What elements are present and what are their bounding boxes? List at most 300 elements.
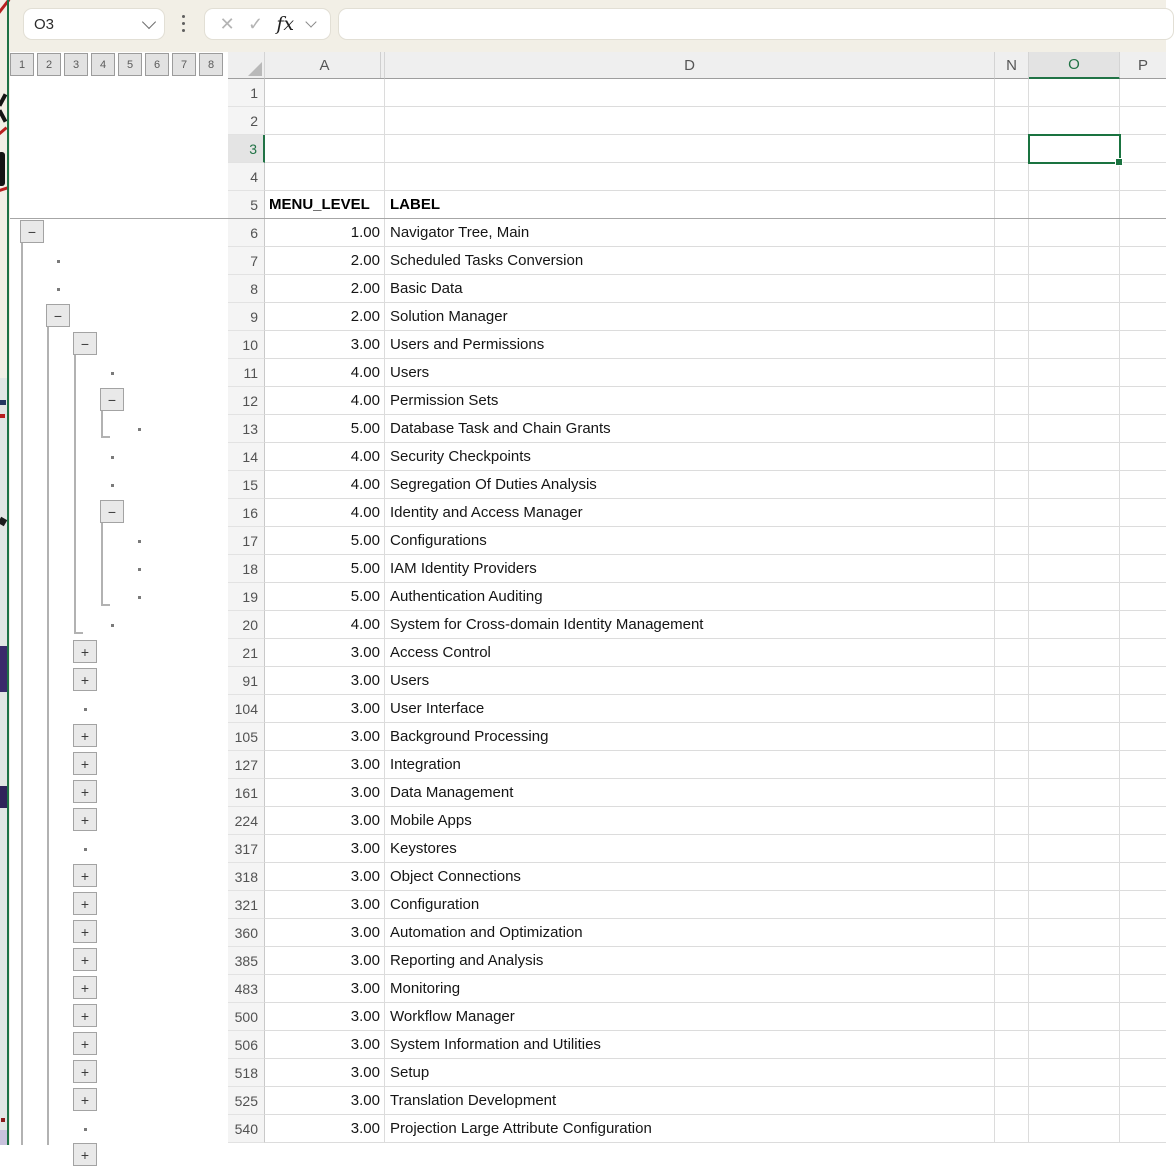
cell[interactable] — [1029, 639, 1120, 667]
table-row — [228, 79, 1166, 107]
cell[interactable] — [1029, 751, 1120, 779]
cell[interactable]: Configuration — [385, 891, 995, 919]
cell[interactable] — [1029, 107, 1120, 135]
cell[interactable] — [1029, 975, 1120, 1003]
cell[interactable] — [1120, 527, 1166, 555]
outline-collapse-button[interactable]: − — [46, 304, 70, 327]
cell[interactable]: 4.00 — [265, 499, 385, 527]
cell[interactable]: 3.00 — [265, 779, 385, 807]
row-header[interactable]: 4 — [228, 163, 265, 191]
table-row — [228, 275, 1166, 303]
outline-level-button-3[interactable]: 3 — [64, 53, 88, 76]
cell[interactable] — [995, 891, 1029, 919]
row-header[interactable]: 13 — [228, 415, 265, 443]
table-row — [228, 555, 1166, 583]
cell[interactable] — [1029, 555, 1120, 583]
cell[interactable]: 3.00 — [265, 863, 385, 891]
outline-expand-button[interactable]: + — [73, 668, 97, 691]
cell[interactable] — [995, 1059, 1029, 1087]
cell[interactable] — [1120, 275, 1166, 303]
cell[interactable]: Authentication Auditing — [385, 583, 995, 611]
cell[interactable] — [1120, 219, 1166, 247]
row-header[interactable]: 19 — [228, 583, 265, 611]
cell[interactable] — [1120, 1003, 1166, 1031]
cell[interactable] — [1120, 611, 1166, 639]
row-header[interactable]: 91 — [228, 667, 265, 695]
cell[interactable] — [1120, 695, 1166, 723]
cell[interactable]: System Information and Utilities — [385, 1031, 995, 1059]
formula-input[interactable] — [338, 8, 1174, 40]
row-header[interactable]: 9 — [228, 303, 265, 331]
cell[interactable]: Projection Large Attribute Configuration — [385, 1115, 995, 1143]
row-header[interactable]: 15 — [228, 471, 265, 499]
table-row — [228, 527, 1166, 555]
cell[interactable]: Solution Manager — [385, 303, 995, 331]
cell[interactable]: User Interface — [385, 695, 995, 723]
enter-icon[interactable]: ✓ — [247, 14, 264, 34]
cell[interactable] — [995, 359, 1029, 387]
outline-expand-button[interactable]: + — [73, 1143, 97, 1166]
cell[interactable] — [995, 751, 1029, 779]
cell[interactable] — [1120, 639, 1166, 667]
cell[interactable] — [995, 555, 1029, 583]
row-header[interactable]: 18 — [228, 555, 265, 583]
cell[interactable] — [1120, 443, 1166, 471]
cell[interactable] — [1029, 219, 1120, 247]
row-header[interactable]: 360 — [228, 919, 265, 947]
cell[interactable] — [1029, 163, 1120, 191]
outline-row-dot — [138, 568, 141, 571]
cell[interactable]: 3.00 — [265, 695, 385, 723]
insert-function-icon[interactable]: fx — [276, 12, 295, 35]
outline-expand-button[interactable]: + — [73, 920, 97, 943]
table-row — [228, 639, 1166, 667]
cell[interactable]: 3.00 — [265, 1087, 385, 1115]
cell[interactable] — [995, 471, 1029, 499]
outline-collapse-button[interactable]: − — [73, 332, 97, 355]
outline-expand-button[interactable]: + — [73, 808, 97, 831]
cell[interactable] — [995, 723, 1029, 751]
cell[interactable] — [1029, 1003, 1120, 1031]
cell[interactable] — [1029, 331, 1120, 359]
table-row — [228, 163, 1166, 191]
cell[interactable]: Configurations — [385, 527, 995, 555]
table-row — [228, 387, 1166, 415]
cell[interactable] — [1120, 583, 1166, 611]
fill-handle[interactable] — [1115, 158, 1123, 166]
outline-level-button-2[interactable]: 2 — [37, 53, 61, 76]
cell[interactable]: 3.00 — [265, 723, 385, 751]
outline-collapse-button[interactable]: − — [100, 388, 124, 411]
cell[interactable] — [995, 415, 1029, 443]
cell[interactable] — [1029, 583, 1120, 611]
table-row — [228, 947, 1166, 975]
cell[interactable] — [995, 163, 1029, 191]
name-box[interactable] — [23, 8, 165, 40]
cell[interactable]: 5.00 — [265, 555, 385, 583]
cell[interactable]: Keystores — [385, 835, 995, 863]
cell[interactable]: Reporting and Analysis — [385, 947, 995, 975]
chevron-down-icon[interactable] — [306, 16, 317, 27]
row-header[interactable]: 317 — [228, 835, 265, 863]
cell[interactable] — [1029, 359, 1120, 387]
outline-gutter — [10, 52, 228, 1163]
cell[interactable] — [385, 79, 995, 107]
table-row — [228, 863, 1166, 891]
column-header-d[interactable]: D — [385, 52, 995, 79]
cell[interactable] — [1120, 779, 1166, 807]
outline-collapse-button[interactable]: − — [20, 220, 44, 243]
cell[interactable] — [1120, 107, 1166, 135]
cell[interactable] — [1029, 275, 1120, 303]
cell[interactable]: Segregation Of Duties Analysis — [385, 471, 995, 499]
cell[interactable] — [1029, 779, 1120, 807]
cell[interactable] — [1029, 499, 1120, 527]
cell[interactable] — [995, 1115, 1029, 1143]
row-header[interactable]: 525 — [228, 1087, 265, 1115]
cell[interactable] — [995, 667, 1029, 695]
cell[interactable] — [1120, 303, 1166, 331]
cell[interactable] — [1120, 723, 1166, 751]
cell[interactable] — [265, 107, 385, 135]
cell[interactable]: 3.00 — [265, 331, 385, 359]
column-headers — [228, 52, 1166, 79]
cell[interactable] — [995, 443, 1029, 471]
cancel-icon[interactable]: ✕ — [219, 14, 235, 34]
column-header-n[interactable]: N — [995, 52, 1029, 79]
cell[interactable]: Data Management — [385, 779, 995, 807]
table-row — [228, 1059, 1166, 1087]
row-header[interactable]: 105 — [228, 723, 265, 751]
cell[interactable]: 3.00 — [265, 1115, 385, 1143]
cell[interactable] — [995, 79, 1029, 107]
cell[interactable]: Users and Permissions — [385, 331, 995, 359]
cell[interactable] — [995, 499, 1029, 527]
cell[interactable] — [995, 247, 1029, 275]
cell[interactable] — [995, 135, 1029, 163]
cell[interactable]: 3.00 — [265, 835, 385, 863]
outline-expand-button[interactable]: + — [73, 864, 97, 887]
cell[interactable] — [995, 303, 1029, 331]
cell[interactable] — [1120, 1031, 1166, 1059]
outline-expand-button[interactable]: + — [73, 640, 97, 663]
cell[interactable]: 2.00 — [265, 247, 385, 275]
row-header[interactable]: 17 — [228, 527, 265, 555]
table-row — [228, 751, 1166, 779]
row-header[interactable]: 385 — [228, 947, 265, 975]
cell[interactable] — [995, 779, 1029, 807]
cell[interactable]: Setup — [385, 1059, 995, 1087]
cell[interactable] — [1120, 331, 1166, 359]
row-header[interactable]: 7 — [228, 247, 265, 275]
cell[interactable] — [1029, 1031, 1120, 1059]
cell[interactable]: 3.00 — [265, 1003, 385, 1031]
cell[interactable]: 4.00 — [265, 359, 385, 387]
cell[interactable]: 5.00 — [265, 415, 385, 443]
cell[interactable]: Security Checkpoints — [385, 443, 995, 471]
cell[interactable]: Automation and Optimization — [385, 919, 995, 947]
row-header[interactable]: 6 — [228, 219, 265, 247]
cell[interactable] — [995, 1031, 1029, 1059]
cell[interactable]: Integration — [385, 751, 995, 779]
cell[interactable]: LABEL — [385, 191, 995, 219]
row-header[interactable]: 127 — [228, 751, 265, 779]
cell[interactable] — [1120, 835, 1166, 863]
outline-level-button-5[interactable]: 5 — [118, 53, 142, 76]
row-header[interactable]: 21 — [228, 639, 265, 667]
row-header[interactable]: 16 — [228, 499, 265, 527]
cell[interactable]: Workflow Manager — [385, 1003, 995, 1031]
row-header[interactable]: 161 — [228, 779, 265, 807]
chevron-down-icon[interactable] — [142, 15, 156, 29]
column-header-o-selected[interactable]: O — [1029, 52, 1120, 79]
cell[interactable] — [995, 275, 1029, 303]
cell[interactable] — [1120, 947, 1166, 975]
cell[interactable] — [995, 695, 1029, 723]
outline-row-dot — [138, 596, 141, 599]
table-row — [228, 191, 1166, 219]
cell[interactable] — [995, 107, 1029, 135]
cell[interactable] — [995, 219, 1029, 247]
outline-expand-button[interactable]: + — [73, 1060, 97, 1083]
outline-level-button-8[interactable]: 8 — [199, 53, 223, 76]
cell[interactable] — [995, 387, 1029, 415]
hidden-columns-mark — [380, 52, 381, 78]
row-header[interactable]: 3 — [228, 135, 265, 163]
cell[interactable] — [1120, 1115, 1166, 1143]
row-header[interactable]: 1 — [228, 79, 265, 107]
window-edge-artifact — [0, 0, 10, 1145]
cell[interactable] — [265, 163, 385, 191]
cell[interactable] — [995, 975, 1029, 1003]
cell[interactable] — [1120, 135, 1166, 163]
cell[interactable] — [1120, 359, 1166, 387]
cell[interactable] — [1120, 751, 1166, 779]
cell[interactable] — [995, 919, 1029, 947]
cell[interactable] — [1120, 975, 1166, 1003]
outline-level-button-6[interactable]: 6 — [145, 53, 169, 76]
table-row — [228, 471, 1166, 499]
cell[interactable]: Database Task and Chain Grants — [385, 415, 995, 443]
outline-row-dot — [138, 540, 141, 543]
cell[interactable] — [1029, 79, 1120, 107]
cell[interactable]: Access Control — [385, 639, 995, 667]
cell[interactable]: 3.00 — [265, 1031, 385, 1059]
cell[interactable] — [995, 611, 1029, 639]
cell[interactable] — [995, 583, 1029, 611]
cell[interactable]: 5.00 — [265, 527, 385, 555]
cell[interactable]: Background Processing — [385, 723, 995, 751]
cell[interactable] — [1029, 415, 1120, 443]
cell[interactable] — [1029, 1059, 1120, 1087]
cell[interactable]: 3.00 — [265, 919, 385, 947]
outline-group-bracket — [21, 243, 23, 1145]
cell[interactable]: Basic Data — [385, 275, 995, 303]
cell[interactable] — [995, 331, 1029, 359]
cell[interactable] — [1029, 387, 1120, 415]
cell[interactable]: 2.00 — [265, 303, 385, 331]
outline-expand-button[interactable]: + — [73, 948, 97, 971]
cell[interactable] — [1120, 247, 1166, 275]
cell[interactable] — [1120, 471, 1166, 499]
cell[interactable] — [1029, 863, 1120, 891]
cell[interactable]: 3.00 — [265, 891, 385, 919]
cell[interactable]: Navigator Tree, Main — [385, 219, 995, 247]
row-header[interactable]: 518 — [228, 1059, 265, 1087]
cell[interactable] — [1120, 919, 1166, 947]
cell[interactable] — [1029, 891, 1120, 919]
cell[interactable] — [265, 79, 385, 107]
cell[interactable] — [1120, 667, 1166, 695]
row-header[interactable]: 321 — [228, 891, 265, 919]
row-header[interactable]: 20 — [228, 611, 265, 639]
row-header[interactable]: 500 — [228, 1003, 265, 1031]
cell[interactable] — [995, 947, 1029, 975]
cell[interactable]: Monitoring — [385, 975, 995, 1003]
cell[interactable] — [1029, 1087, 1120, 1115]
cell[interactable]: IAM Identity Providers — [385, 555, 995, 583]
cell[interactable]: 3.00 — [265, 751, 385, 779]
outline-expand-button[interactable]: + — [73, 976, 97, 999]
cell[interactable] — [1120, 1059, 1166, 1087]
row-header[interactable]: 483 — [228, 975, 265, 1003]
cell[interactable]: Identity and Access Manager — [385, 499, 995, 527]
cell[interactable] — [1120, 79, 1166, 107]
outline-collapse-button[interactable]: − — [100, 500, 124, 523]
cell[interactable]: Mobile Apps — [385, 807, 995, 835]
row-header[interactable]: 506 — [228, 1031, 265, 1059]
cell[interactable]: 3.00 — [265, 667, 385, 695]
cell[interactable]: 2.00 — [265, 275, 385, 303]
cell[interactable]: 4.00 — [265, 387, 385, 415]
cell[interactable] — [1029, 723, 1120, 751]
cell[interactable]: Object Connections — [385, 863, 995, 891]
cell[interactable] — [1029, 611, 1120, 639]
cell[interactable]: 3.00 — [265, 1059, 385, 1087]
cell[interactable] — [995, 863, 1029, 891]
cell[interactable] — [1029, 443, 1120, 471]
cell[interactable] — [385, 107, 995, 135]
row-header[interactable]: 8 — [228, 275, 265, 303]
cell[interactable] — [995, 191, 1029, 219]
row-header[interactable]: 10 — [228, 331, 265, 359]
cell[interactable]: 4.00 — [265, 443, 385, 471]
cell[interactable] — [1120, 807, 1166, 835]
cell[interactable] — [995, 835, 1029, 863]
outline-expand-button[interactable]: + — [73, 752, 97, 775]
select-all-button[interactable] — [228, 52, 265, 79]
cell[interactable] — [1120, 387, 1166, 415]
column-header-a[interactable]: A — [265, 52, 385, 79]
row-header[interactable]: 104 — [228, 695, 265, 723]
cell[interactable] — [1120, 863, 1166, 891]
row-header[interactable]: 540 — [228, 1115, 265, 1143]
row-header[interactable]: 11 — [228, 359, 265, 387]
cell[interactable] — [1120, 163, 1166, 191]
row-header[interactable]: 5 — [228, 191, 265, 219]
cell[interactable] — [1120, 891, 1166, 919]
cell[interactable]: Permission Sets — [385, 387, 995, 415]
outline-expand-button[interactable]: + — [73, 892, 97, 915]
table-row — [228, 807, 1166, 835]
outline-level-bar — [10, 53, 223, 76]
cell[interactable] — [385, 135, 995, 163]
cell[interactable]: 3.00 — [265, 639, 385, 667]
table-row — [228, 1087, 1166, 1115]
column-header-p[interactable]: P — [1120, 52, 1166, 79]
table-row — [228, 1031, 1166, 1059]
cell[interactable] — [1029, 1115, 1120, 1143]
outline-expand-button[interactable]: + — [73, 1088, 97, 1111]
cell[interactable] — [1029, 303, 1120, 331]
cell[interactable]: Users — [385, 667, 995, 695]
row-header[interactable]: 2 — [228, 107, 265, 135]
row-header[interactable]: 14 — [228, 443, 265, 471]
cell[interactable] — [995, 639, 1029, 667]
table-row — [228, 779, 1166, 807]
cell[interactable] — [1029, 919, 1120, 947]
row-header[interactable]: 12 — [228, 387, 265, 415]
cell[interactable]: 3.00 — [265, 975, 385, 1003]
cell[interactable] — [1029, 947, 1120, 975]
row-header[interactable]: 224 — [228, 807, 265, 835]
outline-level-button-1[interactable]: 1 — [10, 53, 34, 76]
row-header[interactable]: 318 — [228, 863, 265, 891]
cell[interactable] — [1029, 667, 1120, 695]
cell[interactable]: 1.00 — [265, 219, 385, 247]
cell[interactable] — [1120, 191, 1166, 219]
outline-expand-button[interactable]: + — [73, 780, 97, 803]
cell[interactable] — [1120, 1087, 1166, 1115]
cell[interactable] — [995, 1087, 1029, 1115]
cell[interactable]: Translation Development — [385, 1087, 995, 1115]
cell[interactable] — [1029, 695, 1120, 723]
cell[interactable]: 3.00 — [265, 807, 385, 835]
cell[interactable]: 3.00 — [265, 947, 385, 975]
cell[interactable] — [1029, 835, 1120, 863]
cell[interactable] — [1029, 807, 1120, 835]
cell[interactable]: System for Cross-domain Identity Management — [385, 611, 995, 639]
cell[interactable]: Scheduled Tasks Conversion — [385, 247, 995, 275]
cell[interactable] — [265, 135, 385, 163]
cell[interactable]: MENU_LEVEL — [265, 191, 385, 219]
cell[interactable] — [995, 527, 1029, 555]
drag-handle-icon[interactable] — [182, 15, 185, 32]
outline-row-dot — [57, 288, 60, 291]
cell[interactable] — [1120, 555, 1166, 583]
outline-level-button-4[interactable]: 4 — [91, 53, 115, 76]
outline-expand-button[interactable]: + — [73, 1004, 97, 1027]
cell[interactable] — [1029, 471, 1120, 499]
cell[interactable] — [1029, 527, 1120, 555]
table-row — [228, 499, 1166, 527]
cell[interactable]: 5.00 — [265, 583, 385, 611]
outline-expand-button[interactable]: + — [73, 1032, 97, 1055]
cell[interactable] — [1029, 191, 1120, 219]
outline-level-button-7[interactable]: 7 — [172, 53, 196, 76]
cell[interactable] — [1120, 415, 1166, 443]
cell[interactable] — [995, 807, 1029, 835]
cell[interactable] — [385, 163, 995, 191]
outline-expand-button[interactable]: + — [73, 724, 97, 747]
cell[interactable]: Users — [385, 359, 995, 387]
cell[interactable] — [995, 1003, 1029, 1031]
cell[interactable]: 4.00 — [265, 611, 385, 639]
cell[interactable] — [1029, 247, 1120, 275]
cell[interactable]: 4.00 — [265, 471, 385, 499]
outline-row-dot — [111, 456, 114, 459]
cell[interactable] — [1120, 499, 1166, 527]
